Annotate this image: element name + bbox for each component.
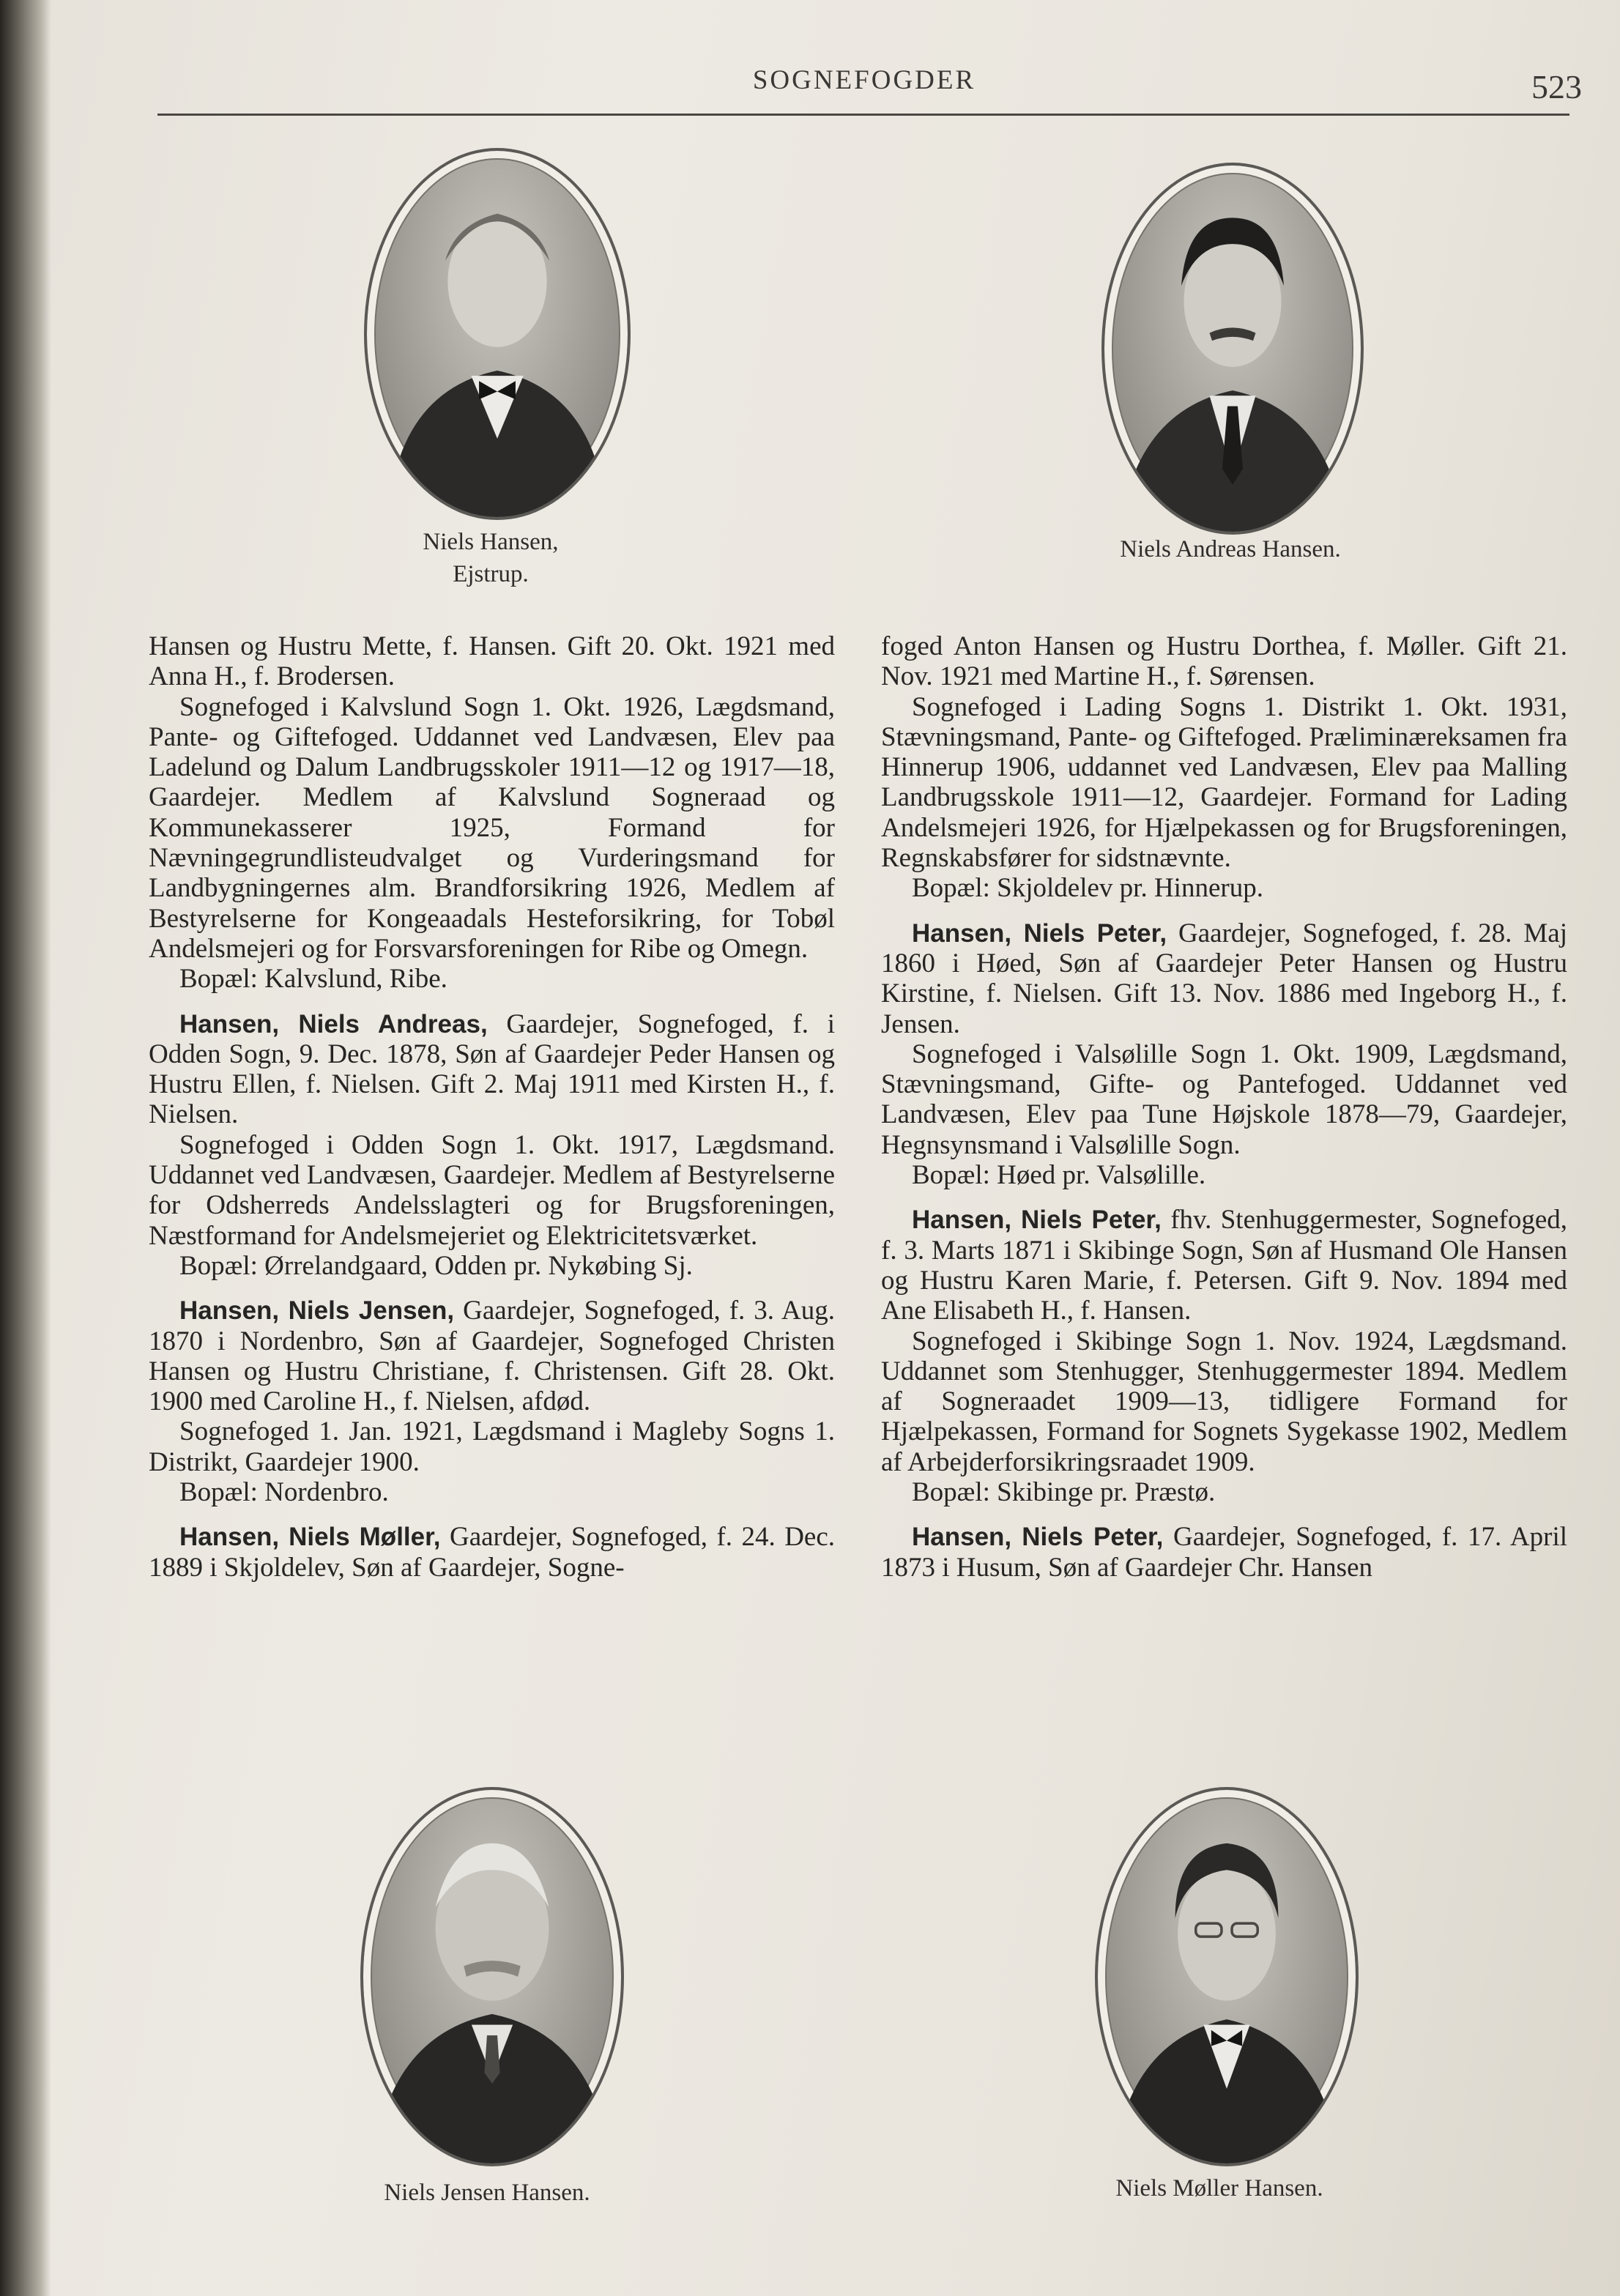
entry-text: Gaardejer, Sognefoged, f. 24. Dec. 1889 i Skjoldelev, Søn af Gaardejer, Sogne- bbox=[149, 1522, 836, 1583]
entry-text: Gaardejer, Sognefoged, f. i Odden Sogn, 9. Dec. 1878, Søn af Gaardejer Peder Hansen og Hustru Ellen, f. Nielsen. Gift 2. Maj 1911 med Kirsten H., f. Nielsen. bbox=[149, 1008, 835, 1130]
entry-spacer bbox=[881, 1190, 1567, 1205]
portrait-niels-andreas-hansen-photo bbox=[1101, 163, 1364, 535]
running-head: SOGNEFOGDER bbox=[752, 65, 976, 95]
entry-spacer bbox=[881, 904, 1567, 918]
entry-name: Hansen, Niels Peter, bbox=[912, 918, 1167, 948]
caption-line: Ejstrup. bbox=[453, 561, 529, 587]
entry-spacer bbox=[149, 1507, 835, 1522]
entry-niels-andreas-hansen bbox=[149, 1009, 835, 1130]
entry-residence: Bopæl: Skjoldelev pr. Hinnerup. bbox=[912, 873, 1263, 904]
entry-residence: Bopæl: Ørrelandgaard, Odden pr. Nykøbing Sj. bbox=[179, 1250, 693, 1281]
entry-paragraph: Sognefoged i Odden Sogn 1. Okt. 1917, Lægdsmand. Uddannet ved Landvæsen, Gaardejer. Medlem af Bestyrelserne for Odsherreds Andelsslagteri og for Brugsforeningen, Næstformand for Andelsmejeriet og Elektricitetsværket. bbox=[149, 1129, 835, 1251]
portrait-caption-niels-jensen-hansen bbox=[333, 2177, 641, 2209]
entry-niels-peter-hansen-hoed bbox=[881, 918, 1567, 1039]
book-gutter-shadow bbox=[0, 0, 51, 2296]
entry-residence: Bopæl: Skibinge pr. Præstø. bbox=[912, 1477, 1216, 1508]
entry-text: Gaardejer, Sognefoged, f. 3. Aug. 1870 i Nordenbro, Søn af Gaardejer, Sognefoged Christen Hansen og Hustru Christiane, f. Christensen. Gift 28. Okt. 1900 med Caroline H., f. Nielsen, afdød. bbox=[149, 1296, 835, 1417]
portrait-niels-hansen-photo bbox=[364, 148, 631, 520]
left-text-column bbox=[149, 631, 835, 1583]
portrait-caption-niels-andreas-hansen bbox=[1077, 533, 1384, 565]
right-text-column bbox=[881, 631, 1567, 1583]
entry-niels-jensen-hansen bbox=[149, 1296, 835, 1416]
entry-continuation: foged Anton Hansen og Hustru Dorthea, f. Møller. Gift 21. Nov. 1921 med Martine H., f. Sørensen. bbox=[881, 631, 1567, 692]
entry-text: fhv. Stenhuggermester, Sognefoged, f. 3. Marts 1871 i Skibinge Sogn, Søn af Husmand Ole Hansen og Hustru Karen Marie, f. Petersen. Gift 9. Nov. 1894 med Ane Elisabeth H., f. Hansen. bbox=[881, 1205, 1567, 1326]
entry-residence: Bopæl: Nordenbro. bbox=[179, 1477, 389, 1508]
caption-line: Niels Hansen, bbox=[423, 529, 559, 555]
entry-paragraph: Sognefoged i Valsølille Sogn 1. Okt. 1909, Lægdsmand, Stævningsmand, Gifte- og Pantefoged. Uddannet ved Landvæsen, Elev paa Tune Højskole 1878—79, Gaardejer, Hegnsynsmand i Valsølille Sogn. bbox=[881, 1039, 1567, 1160]
page-number: 523 bbox=[1531, 68, 1582, 105]
header-rule bbox=[157, 114, 1569, 116]
entry-name: Hansen, Niels Peter, bbox=[912, 1205, 1162, 1235]
entry-niels-peter-hansen-skibinge bbox=[881, 1205, 1567, 1326]
entry-niels-peter-hansen-husum bbox=[881, 1522, 1567, 1583]
entry-text: Gaardejer, Sognefoged, f. 28. Maj 1860 i Høed, Søn af Gaardejer Peter Hansen og Hustru Kirstine, f. Nielsen. Gift 13. Nov. 1886 med Ingeborg H., f. Jensen. bbox=[881, 918, 1567, 1039]
entry-spacer bbox=[149, 995, 835, 1009]
entry-paragraph: Sognefoged 1. Jan. 1921, Lægdsmand i Magleby Sogns 1. Distrikt, Gaardejer 1900. bbox=[149, 1416, 835, 1477]
portrait-niels-moller-hansen-photo bbox=[1095, 1787, 1359, 2166]
entry-residence: Bopæl: Kalvslund, Ribe. bbox=[179, 964, 447, 995]
caption-line: Niels Møller Hansen. bbox=[1115, 2175, 1323, 2202]
portrait-caption-niels-hansen bbox=[344, 526, 637, 590]
entry-spacer bbox=[881, 1507, 1567, 1522]
portrait-niels-jensen-hansen-photo bbox=[360, 1787, 624, 2166]
entry-paragraph: Sognefoged i Skibinge Sogn 1. Nov. 1924, Lægdsmand. Uddannet som Stenhugger, Stenhuggermester 1894. Medlem af Sogneraadet 1909—13, tidligere Formand for Hjælpekassen, Formand for Sognets Sygekasse 1902, Medlem af Arbejderforsikringsraadet 1909. bbox=[881, 1326, 1567, 1477]
portrait-caption-niels-moller-hansen bbox=[1066, 2172, 1373, 2204]
entry-name: Hansen, Niels Jensen, bbox=[179, 1296, 455, 1326]
entry-name: Hansen, Niels Møller, bbox=[179, 1523, 441, 1552]
caption-line: Niels Andreas Hansen. bbox=[1120, 536, 1341, 562]
entry-text: Gaardejer, Sognefoged, f. 17. April 1873 i Husum, Søn af Gaardejer Chr. Hansen bbox=[881, 1522, 1567, 1583]
entry-paragraph: Sognefoged i Lading Sogns 1. Distrikt 1. Okt. 1931, Stævningsmand, Pante- og Giftefoged. Præliminæreksamen fra Hinnerup 1906, uddannet ved Landvæsen, Elev paa Malling Landbrugsskole 1911—12, Gaardejer. Formand for Lading Andelsmejeri 1926, for Hjælpekassen og for Brugsforeningen, Regnskabsfører for sidstnævnte. bbox=[881, 691, 1567, 874]
entry-residence: Bopæl: Høed pr. Valsølille. bbox=[912, 1160, 1206, 1191]
entry-name: Hansen, Niels Peter, bbox=[912, 1523, 1164, 1552]
caption-line: Niels Jensen Hansen. bbox=[384, 2180, 590, 2206]
entry-continuation: Hansen og Hustru Mette, f. Hansen. Gift 20. Okt. 1921 med Anna H., f. Brodersen. bbox=[149, 631, 835, 692]
entry-name: Hansen, Niels Andreas, bbox=[179, 1009, 488, 1039]
entry-niels-moller-hansen bbox=[149, 1522, 835, 1583]
entry-spacer bbox=[149, 1281, 835, 1296]
entry-paragraph: Sognefoged i Kalvslund Sogn 1. Okt. 1926, Lægdsmand, Pante- og Giftefoged. Uddannet ved Landvæsen, Elev paa Ladelund og Dalum Landbrugsskoler 1911—12 og 1917—18, Gaardejer. Medlem af Kalvslund Sogneraad og Kommunekasserer 1925, Formand for Nævningegrundlisteudvalget og Vurderingsmand for Landbygningernes alm. Brandforsikring 1926, Medlem af Bestyrelserne for Kongeaadals Hesteforsikring, for Tobøl Andelsmejeri og for Forsvarsforeningen for Ribe og Omegn. bbox=[149, 691, 835, 964]
